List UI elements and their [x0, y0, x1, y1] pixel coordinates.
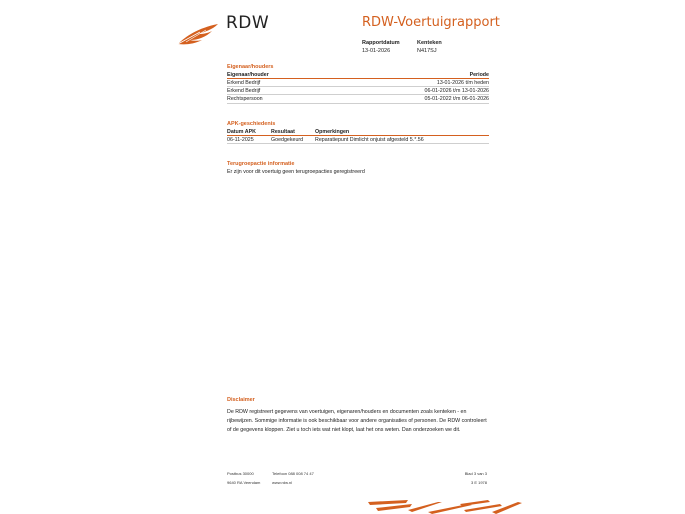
license-plate-value: N417SJ: [417, 48, 437, 54]
table-row: [227, 95, 489, 103]
table-header-row: [227, 71, 489, 79]
period-cell: 05-01-2022 t/m 06-01-2026: [330, 95, 489, 103]
apk-date-cell: 06-11-2025: [227, 136, 271, 144]
apk-section-title: APK-geschiedenis: [227, 121, 276, 127]
table-row: [227, 136, 489, 144]
disclaimer-text: De RDW registreert gegevens van voertuigen, eigenaren/houders en documenten zoals kenteken - en rijbewijzen. Sommige informatie is ook beschikbaar voor andere organisaties of personen. De RDW controleert of de gegevens kloppen. Ziet u toch iets wat niet klopt, laat het ons weten. Dan onderzoeken we dit.: [227, 409, 487, 433]
period-cell: 06-01-2026 t/m 13-01-2026: [330, 87, 489, 95]
report-title: RDW-Voertuigrapport: [362, 15, 500, 30]
footer-website: www.rdw.nl: [272, 480, 293, 485]
disclaimer-title: Disclaimer: [227, 397, 255, 403]
report-date-label: Rapportdatum: [362, 40, 400, 46]
table-row: [227, 79, 489, 87]
owners-table: [227, 71, 489, 104]
apk-remarks-column-header: Opmerkingen: [315, 128, 489, 136]
rdw-logo-icon: [176, 22, 220, 46]
footer-address: 9640 RA Veendam: [227, 480, 261, 485]
owner-column-header: Eigenaar/houder: [227, 71, 330, 79]
apk-result-column-header: Resultaat: [271, 128, 315, 136]
period-cell: 13-01-2026 t/m heden: [330, 79, 489, 87]
footer-page-number: Blad 3 van 3: [464, 471, 487, 476]
table-row: [227, 87, 489, 95]
apk-remarks-cell: Reparatiepunt Dimlicht onjuist afgesteld 5.*.56: [315, 136, 489, 144]
recall-text: Er zijn voor dit voertuig geen terugroepacties geregistreerd: [227, 169, 365, 175]
report-date-value: 13-01-2026: [362, 48, 391, 54]
license-plate-label: Kenteken: [417, 40, 442, 46]
owner-cell: Erkend Bedrijf: [227, 79, 330, 87]
apk-date-column-header: Datum APK: [227, 128, 271, 136]
footer-phone: Telefoon 088 008 74 47: [272, 471, 314, 476]
period-column-header: Periode: [330, 71, 489, 79]
decorative-stripes-icon: [368, 498, 526, 514]
owners-section-title: Eigenaar/houders: [227, 64, 274, 70]
footer-postbus: Postbus 30000: [227, 471, 254, 476]
brand-name: RDW: [226, 13, 270, 33]
table-header-row: [227, 128, 489, 136]
owner-cell: Erkend Bedrijf: [227, 87, 330, 95]
apk-result-cell: Goedgekeurd: [271, 136, 315, 144]
owner-cell: Rechtspersoon: [227, 95, 330, 103]
apk-table: [227, 128, 489, 144]
footer-code: 3 E 1978: [470, 480, 487, 485]
recall-section-title: Terugroepactie informatie: [227, 161, 295, 167]
